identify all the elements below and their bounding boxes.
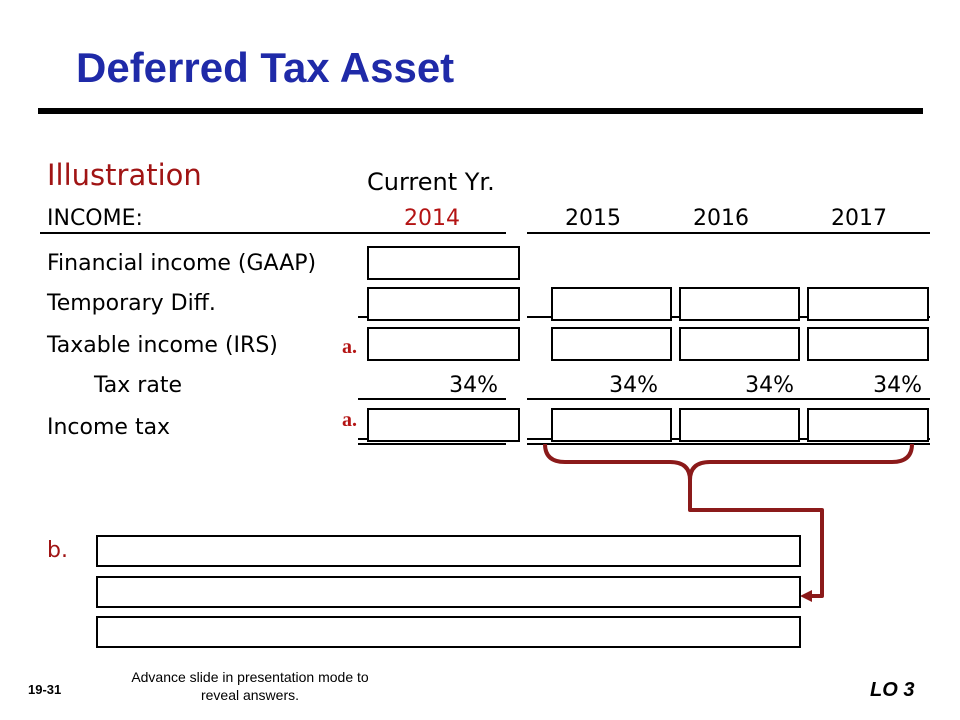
current-year-heading: Current Yr. xyxy=(367,168,495,196)
year-2015: 2015 xyxy=(565,206,621,231)
income-label: INCOME: xyxy=(47,206,143,231)
journal-line-3-box[interactable] xyxy=(96,616,801,648)
footer-note: Advance slide in presentation mode to reveal answers. xyxy=(131,669,369,703)
tax-rate-2014: 34% xyxy=(449,373,498,398)
marker-a-income-tax: a. xyxy=(342,409,357,431)
journal-line-2-box[interactable] xyxy=(96,576,801,608)
tax-rate-2015: 34% xyxy=(609,373,658,398)
tax-rate-2017: 34% xyxy=(873,373,922,398)
journal-entry-label: b. xyxy=(47,538,68,563)
year-2017: 2017 xyxy=(831,206,887,231)
learning-objective-tag: LO 3 xyxy=(870,679,915,701)
illustration-heading: Illustration xyxy=(47,158,202,192)
journal-line-1-box[interactable] xyxy=(96,535,801,567)
page-number: 19-31 xyxy=(28,682,62,697)
year-2016: 2016 xyxy=(693,206,749,231)
page-title: Deferred Tax Asset xyxy=(76,44,455,91)
year-2014: 2014 xyxy=(404,206,460,231)
marker-a-taxable-income: a. xyxy=(342,336,357,358)
row-label-financial-income: Financial income (GAAP) xyxy=(47,251,317,276)
row-label-taxable-income: Taxable income (IRS) xyxy=(47,333,278,358)
row-label-temporary-diff: Temporary Diff. xyxy=(47,291,216,316)
row-label-tax-rate: Tax rate xyxy=(94,373,182,398)
arrow-head-icon xyxy=(800,590,812,602)
tax-rate-2016: 34% xyxy=(745,373,794,398)
row-label-income-tax: Income tax xyxy=(47,415,171,440)
